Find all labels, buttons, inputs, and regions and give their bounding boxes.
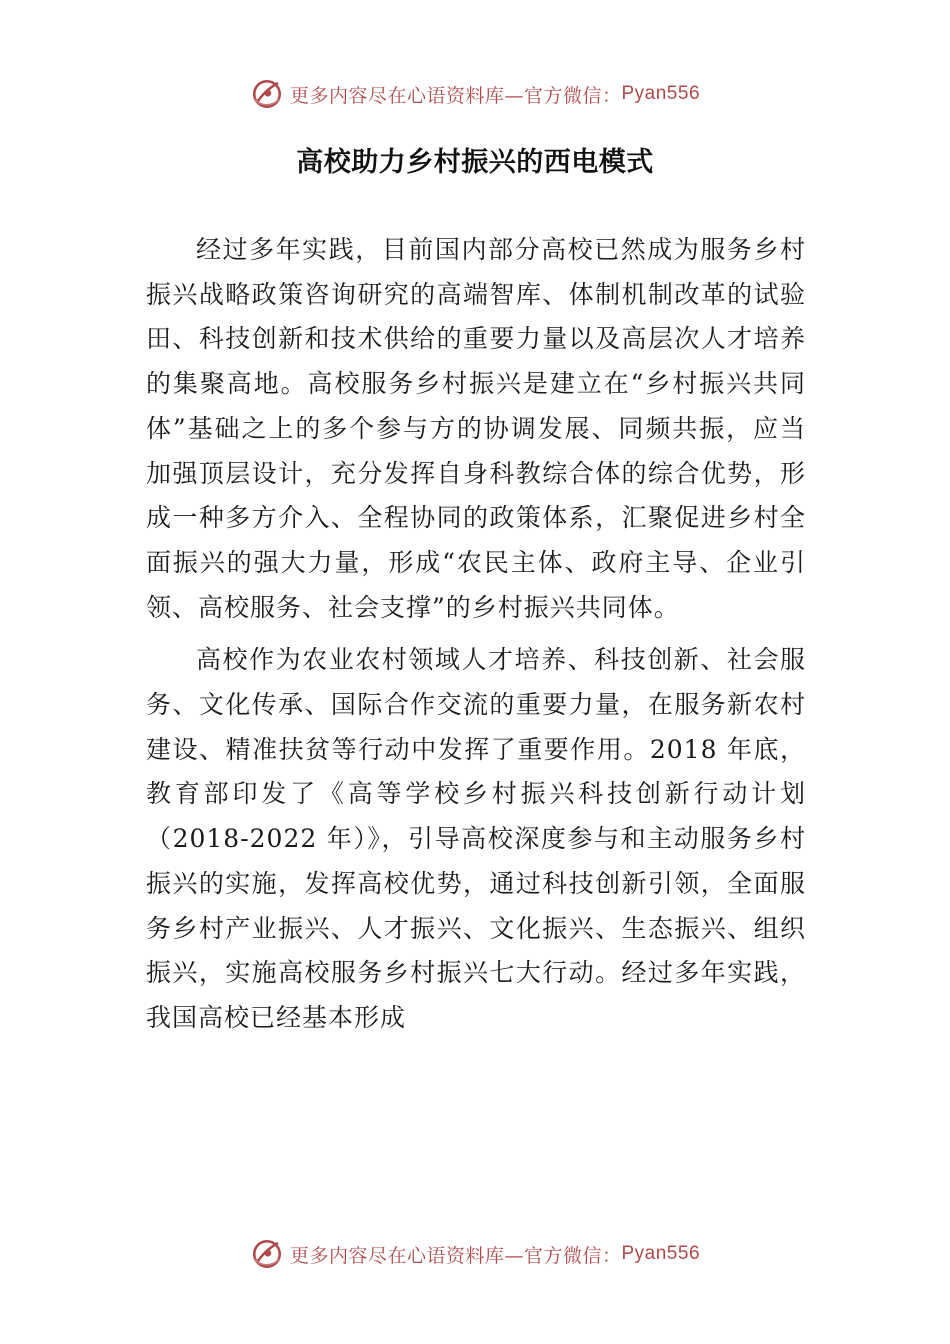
footer-wechat-id: Pyan556 — [621, 1243, 701, 1264]
paragraph-2: 高校作为农业农村领域人才培养、科技创新、社会服务、文化传承、国际合作交流的重要力量，在服务新农村建设、精准扶贫等行动中发挥了重要作用。2018 年底，教育部印发了《高等学校乡村振兴科技创新行动计划（2018-2022 年）》，引导高校深度参与和主动服务乡村振兴的实施，发挥高校优势，通过科技创新引领，全面服务乡村产业振兴、人才振兴、文化振兴、生态振兴、组织振兴，实施高校服务乡村振兴七大行动。经过多年实践，我国高校已经基本形成 — [146, 645, 806, 1032]
header-banner — [0, 74, 950, 114]
page-title: 高校助力乡村振兴的西电模式 — [296, 147, 654, 178]
logo-icon — [250, 1237, 284, 1271]
article-body — [146, 228, 806, 1049]
header-wechat-id: Pyan556 — [621, 83, 701, 104]
footer-banner-text: 更多内容尽在心语资料库—官方微信： — [289, 1244, 622, 1267]
footer-banner — [0, 1234, 950, 1274]
logo-icon — [250, 77, 284, 111]
header-banner-text: 更多内容尽在心语资料库—官方微信： — [289, 84, 622, 107]
paragraph-1: 经过多年实践，目前国内部分高校已然成为服务乡村振兴战略政策咨询研究的高端智库、体制机制改革的试验田、科技创新和技术供给的重要力量以及高层次人才培养的集聚高地。高校服务乡村振兴是建立在“乡村振兴共同体”基础之上的多个参与方的协调发展、同频共振，应当加强顶层设计，充分发挥自身科教综合体的综合优势，形成一种多方介入、全程协同的政策体系，汇聚促进乡村全面振兴的强大力量，形成“农民主体、政府主导、企业引领、高校服务、社会支撑”的乡村振兴共同体。 — [146, 235, 806, 622]
